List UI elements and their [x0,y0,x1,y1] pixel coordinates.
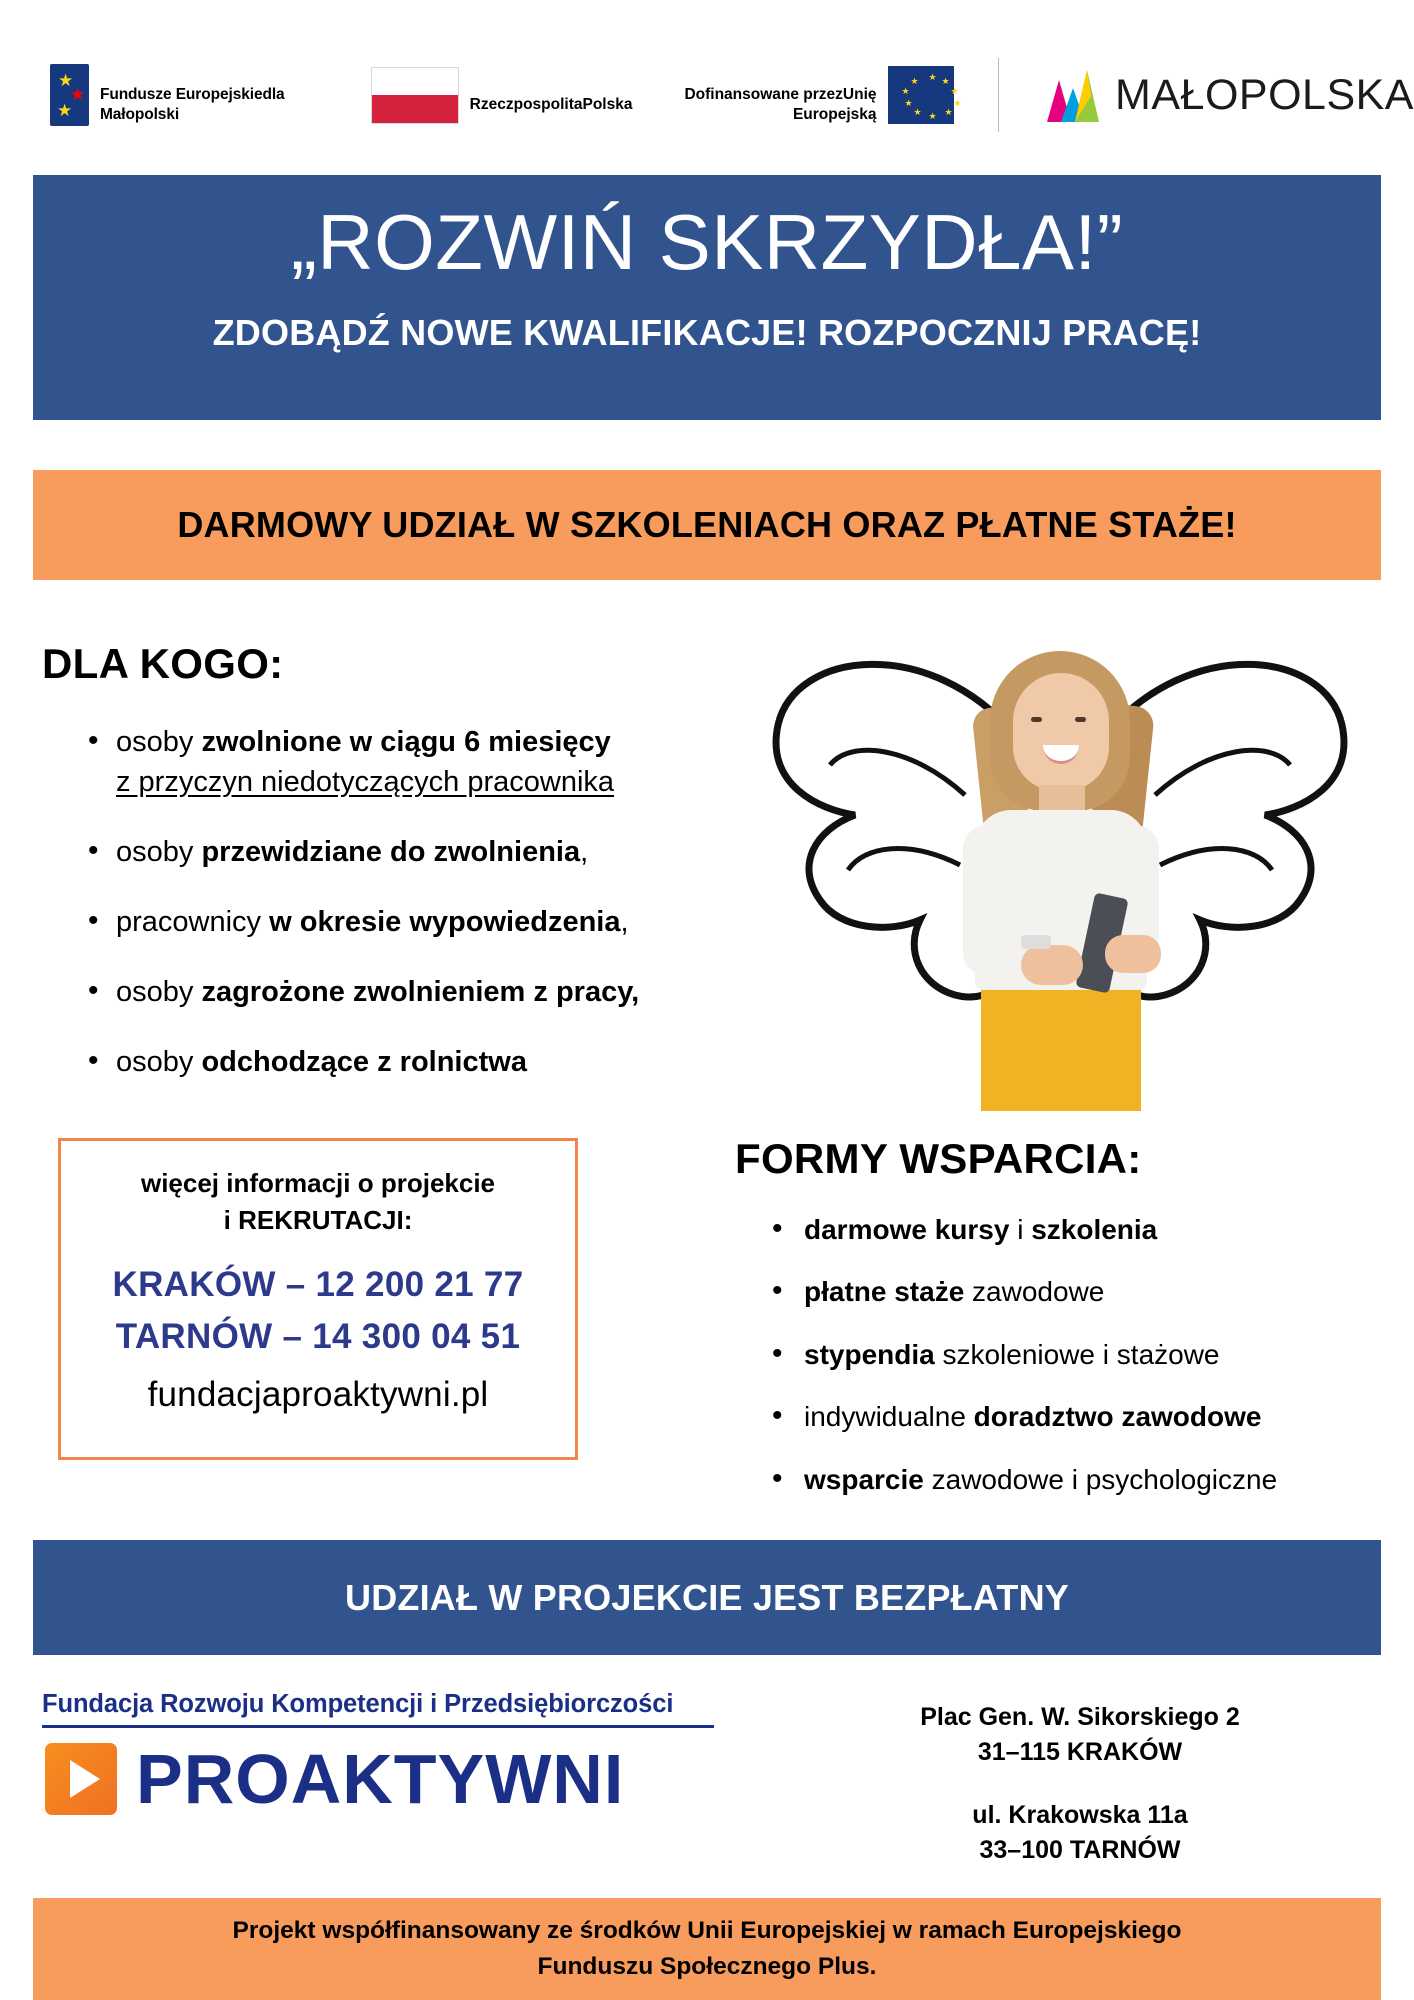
item-bold-1: stypendia [804,1338,935,1370]
hero-photo [760,615,1360,1115]
fundusze-europejskie-icon: ★ ★ ★ [50,64,89,126]
krakow-street: Plac Gen. W. Sikorskiego 2 [920,1703,1240,1731]
item-suffix: , [580,836,589,869]
website-link[interactable]: fundacjaproaktywni.pl [147,1375,489,1415]
list-item [88,902,768,942]
item-bold-1: płatne staże [804,1276,965,1308]
item-prefix: pracownicy [116,906,270,939]
eu-cofinance-label: Dofinansowane przezUnię Europejską [684,86,877,123]
item-prefix: osoby [116,1046,202,1079]
footer-banner [33,1540,1381,1655]
eu-flag-icon: ★ ★ ★ ★ ★ ★ ★ ★ ★ ★ [888,66,954,124]
item-mid: szkoleniowe i stażowe [934,1338,1220,1370]
list-item [772,1462,1392,1498]
list-item [772,1399,1392,1435]
malopolska-label: MAŁOPOLSKA [1115,70,1414,119]
malopolska-mark-icon [1045,66,1101,124]
logo-divider [998,58,1000,132]
list-item [88,722,768,802]
rzeczpospolita-label: RzeczpospolitaPolska [469,96,633,113]
logo-fundusze-europejskie [50,64,301,126]
item-bold: zwolnione w ciągu 6 miesięcy [201,726,611,758]
item-bold-2: szkolenia [1031,1214,1158,1245]
play-icon [42,1740,120,1818]
item-suffix: , [620,906,629,939]
item-bold: przewidziane do zwolnienia [201,836,581,869]
item-bold: zagrożone zwolnieniem z pracy, [201,976,640,1009]
logo-unia-europejska [666,66,962,124]
item-bold-2: doradztwo zawodowe [973,1401,1262,1433]
tarnow-city: 33–100 TARNÓW [979,1836,1181,1864]
item-bold: odchodzące z rolnictwa [201,1046,527,1079]
item-underlined: z przyczyn niedotyczących pracownika [116,766,615,799]
phone-krakow[interactable]: KRAKÓW – 12 200 21 77 [112,1264,524,1304]
formy-wsparcia-list [772,1212,1392,1524]
footer-banner-text: UDZIAŁ W PROJEKCIE JEST BEZPŁATNY [345,1576,1069,1618]
contact-line1: więcej informacji o projekcie [140,1168,496,1198]
item-mid: zawodowe [964,1276,1105,1308]
fundusze-europejskie-label: Fundusze Europejskiedla Małopolski [99,86,285,123]
item-prefix: osoby [116,726,202,758]
bottom-bar-text [233,1913,1182,1984]
krakow-city: 31–115 KRAKÓW [977,1738,1183,1766]
logo-rzeczpospolita-polska [371,67,633,124]
highlight-text: DARMOWY UDZIAŁ W SZKOLENIACH ORAZ PŁATNE STAŻE! [177,504,1237,545]
formy-wsparcia-heading: FORMY WSPARCIA: [735,1135,1142,1182]
list-item [772,1274,1392,1310]
highlight-banner [33,470,1381,580]
item-mid: i [1009,1214,1032,1245]
list-item [88,1042,768,1082]
item-bold-1: darmowe kursy [804,1214,1010,1245]
dla-kogo-list [62,722,768,1112]
tarnow-street: ul. Krakowska 11a [972,1801,1188,1829]
item-bold-1: wsparcie [804,1463,924,1495]
contact-heading [61,1165,575,1239]
list-item [88,832,768,872]
addresses-block [820,1700,1340,1868]
foundation-tagline: Fundacja Rozwoju Kompetencji i Przedsiębiorczości [42,1690,674,1718]
bottom-bar-line1: Projekt współfinansowany ze środków Unii Europejskiej w ramach Europejskiego [232,1917,1182,1945]
list-item [772,1337,1392,1373]
page-subtitle: ZDOBĄDŹ NOWE KWALIFIKACJE! ROZPOCZNIJ PRACĘ! [212,311,1202,353]
title-banner [33,175,1381,420]
item-mid: indywidualne [804,1401,974,1433]
page-title: „ROZWIŃ SKRZYDŁA!” [290,198,1124,286]
contact-line2: i REKRUTACJI: [223,1204,413,1235]
phone-tarnow[interactable]: TARNÓW – 14 300 04 51 [115,1317,521,1357]
bottom-bar-line2: Funduszu Społecznego Plus. [537,1953,877,1980]
bottom-bar [33,1898,1381,2000]
person-photo [935,645,1185,1115]
item-mid: zawodowe i psychologiczne [923,1463,1278,1495]
item-bold: w okresie wypowiedzenia [269,906,621,939]
foundation-logo [42,1690,742,1818]
foundation-name: PROAKTYWNI [136,1740,625,1818]
dla-kogo-heading: DLA KOGO: [42,640,284,687]
polish-flag-icon [371,67,459,124]
list-item [88,972,768,1012]
list-item [772,1212,1392,1248]
item-prefix: osoby [116,836,202,869]
logo-malopolska [1045,66,1414,124]
contact-box [58,1138,578,1460]
foundation-rule [42,1725,714,1728]
logo-bar [0,40,1414,150]
item-prefix: osoby [116,976,202,1009]
